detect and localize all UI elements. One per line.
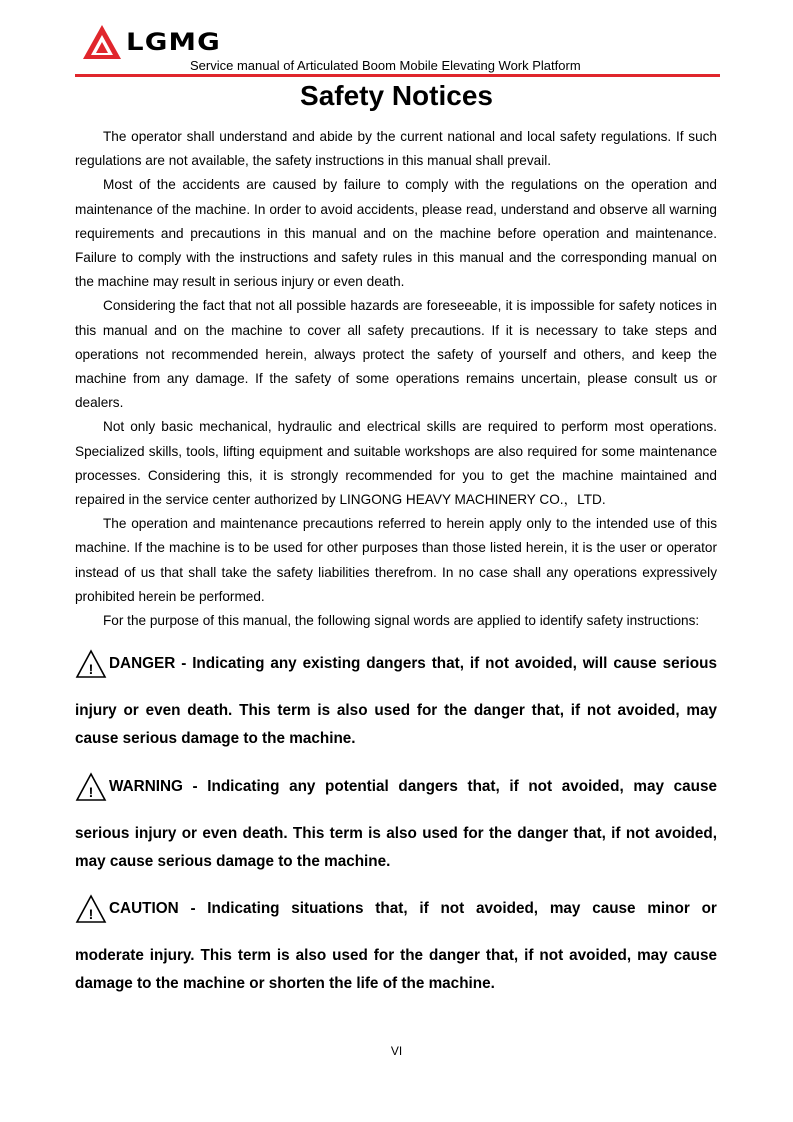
signal-word: that,	[375, 900, 408, 917]
signal-word: not	[440, 900, 465, 917]
signal-word: Indicating	[192, 655, 265, 672]
warning-triangle-icon	[75, 649, 107, 679]
signal-word: may	[633, 778, 664, 795]
signal-word: Indicating	[207, 778, 280, 795]
warning-notice	[75, 772, 717, 876]
header-divider	[75, 74, 720, 77]
danger-continuation: injury or even death. This term is also used for the danger that, if not avoided, may cause serious damage to the machine.	[75, 702, 717, 747]
svg-text:!: !	[88, 784, 94, 800]
signal-word: not	[528, 778, 553, 795]
signal-word: potential	[325, 778, 389, 795]
signal-word: dangers	[366, 655, 426, 672]
signal-word: if	[469, 655, 480, 672]
signal-word: any	[289, 778, 316, 795]
signal-word: not	[485, 655, 509, 672]
danger-notice	[75, 649, 717, 753]
signal-word: will	[582, 655, 608, 672]
svg-text:!: !	[88, 661, 94, 677]
signal-word: or	[701, 900, 717, 917]
signal-word: serious	[662, 655, 717, 672]
signal-word: avoided,	[514, 655, 577, 672]
paragraph: Not only basic mechanical, hydraulic and electrical skills are required to perform most operations. Specialized skills, tools, lifting equipment and suitable workshops are also required for some maintenance processes. Considering this, it is strongly recommended for you to get the machine maintained and repaired in the service center authorized by LINGONG HEAVY MACHINERY CO.，LTD.	[75, 419, 717, 508]
signal-word: WARNING	[109, 778, 183, 795]
signal-word: cause	[673, 778, 717, 795]
manual-title: Service manual of Articulated Boom Mobile Elevating Work Platform	[190, 58, 581, 73]
signal-word: -	[192, 778, 198, 795]
logo-text: LGMG	[126, 28, 221, 56]
svg-text:!: !	[88, 906, 94, 922]
signal-word: if	[419, 900, 429, 917]
body-text	[75, 125, 717, 633]
signal-word: that,	[431, 655, 464, 672]
warning-triangle-icon	[75, 894, 107, 924]
paragraph: The operation and maintenance precautions referred to herein apply only to the intended use of this machine. If the machine is to be used for other purposes than those listed herein, it is the user or operator instead of us that shall take the safety liabilities therefrom. In no case shall any operations expressively prohibited herein be performed.	[75, 516, 717, 604]
signal-word: avoided,	[561, 778, 624, 795]
signal-word: DANGER	[109, 655, 176, 672]
signal-word: dangers	[398, 778, 458, 795]
signal-word: -	[190, 900, 196, 917]
signal-word: situations	[291, 900, 364, 917]
paragraph: For the purpose of this manual, the following signal words are applied to identify safety instructions:	[103, 613, 700, 629]
paragraph: Considering the fact that not all possible hazards are foreseeable, it is impossible for safety notices in this manual and on the machine to cover all safety precautions. If it is necessary to take steps and operations not recommended herein, always protect the safety of yourself and others, and keep the machine from any damage. If the safety of some operations remains uncertain, please consult us or dealers.	[75, 298, 717, 411]
danger-first-line	[109, 655, 717, 673]
signal-word: if	[509, 778, 519, 795]
signal-word: Indicating	[207, 900, 280, 917]
caution-notice	[75, 894, 717, 998]
signal-word: may	[549, 900, 581, 917]
signal-word: avoided,	[476, 900, 539, 917]
warning-first-line	[109, 778, 717, 796]
lgmg-logo-icon	[82, 24, 122, 60]
caution-continuation: moderate injury. This term is also used for the danger that, if not avoided, may cause damage to the machine or shorten the life of the machine.	[75, 947, 717, 992]
paragraph: Most of the accidents are caused by failure to comply with the regulations on the operation and maintenance of the machine. In order to avoid accidents, please read, understand and observe all warning requirements and precautions in this manual and on the machine before operation and maintenance. Failure to comply with the instructions and safety rules in this manual and the corresponding manual on the machine may result in serious injury or even death.	[75, 177, 717, 290]
signal-word: cause	[592, 900, 636, 917]
signal-word: any	[270, 655, 297, 672]
lgmg-logo	[82, 22, 221, 62]
signal-word: -	[181, 655, 187, 672]
signal-word: CAUTION	[109, 900, 179, 917]
page-title: Safety Notices	[300, 80, 493, 111]
paragraph: The operator shall understand and abide by the current national and local safety regulations. If such regulations are not available, the safety instructions in this manual shall prevail.	[75, 129, 717, 169]
signal-word: existing	[302, 655, 361, 672]
page-header	[75, 22, 720, 77]
signal-word: that,	[467, 778, 500, 795]
signal-word: cause	[613, 655, 657, 672]
warning-triangle-icon	[75, 772, 107, 802]
caution-first-line	[109, 900, 717, 918]
page-number: VI	[390, 1044, 403, 1058]
signal-word: minor	[647, 900, 690, 917]
warning-continuation: serious injury or even death. This term is also used for the danger that, if not avoided, may cause serious damage to the machine.	[75, 825, 717, 870]
